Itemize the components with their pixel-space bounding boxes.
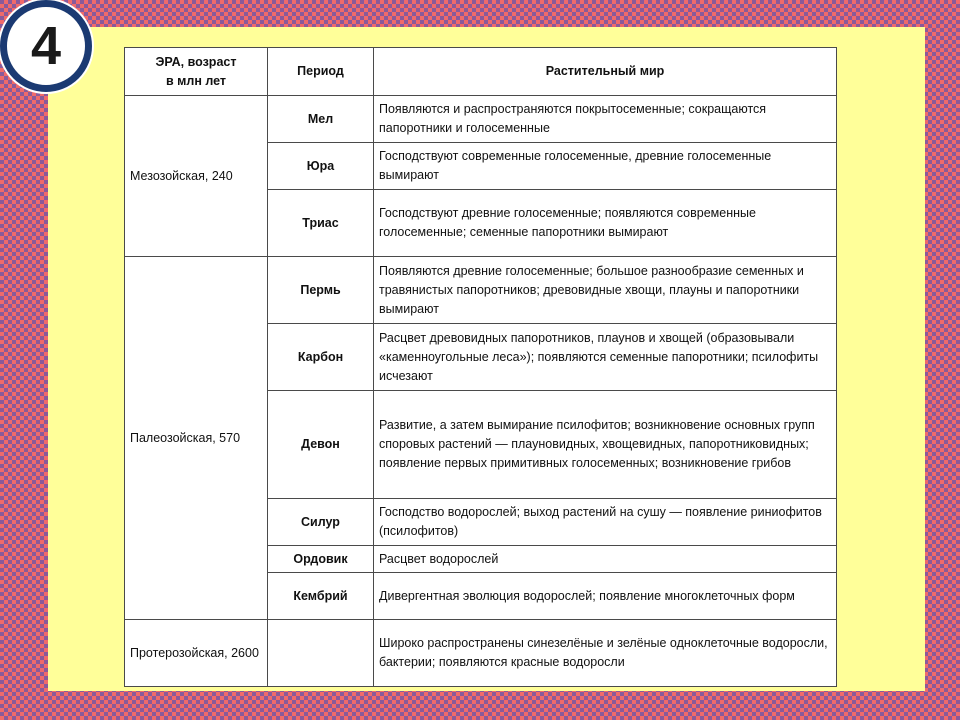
- era-header-line2: в млн лет: [165, 73, 227, 88]
- era-paleozoic: Палеозойская, 570: [125, 257, 268, 620]
- period-cell: Пермь: [268, 257, 374, 324]
- period-cell: Ордовик: [268, 546, 374, 573]
- flora-cell: Дивергентная эволюция водорослей; появление многоклеточных форм: [374, 573, 837, 620]
- era-mesozoic: Мезозойская, 240: [125, 96, 268, 257]
- geologic-eras-table: [124, 47, 837, 687]
- period-cell: [268, 620, 374, 687]
- flora-cell: Развитие, а затем вымирание псилофитов; возникновение основных групп споровых растений — плауновидных, хвощевидных, папоротниковидных; появление первых примитивных голосеменных; возникновение грибов: [374, 391, 837, 499]
- period-cell: Мел: [268, 96, 374, 143]
- flora-cell: Расцвет древовидных папоротников, плаунов и хвощей (образовывали «каменноугольные леса»); появляются семенные папоротники; псилофиты исчезают: [374, 324, 837, 391]
- period-cell: Девон: [268, 391, 374, 499]
- period-cell: Юра: [268, 143, 374, 190]
- slide-number-badge: 4: [0, 0, 92, 92]
- flora-cell: Расцвет водорослей: [374, 546, 837, 573]
- era-header-line1: ЭРА, возраст: [155, 54, 237, 69]
- flora-cell: Господство водорослей; выход растений на сушу — появление риниофитов (псилофитов): [374, 499, 837, 546]
- era-header: [125, 48, 268, 96]
- table-row: [125, 257, 837, 324]
- flora-cell: Широко распространены синезелёные и зелёные одноклеточные водоросли, бактерии; появляются красные водоросли: [374, 620, 837, 687]
- table-header-row: [125, 48, 837, 96]
- flora-cell: Господствуют древние голосеменные; появляются современные голосеменные; семенные папоротники вымирают: [374, 190, 837, 257]
- flora-cell: Появляются и распространяются покрытосеменные; сокращаются папоротники и голосеменные: [374, 96, 837, 143]
- table-row: [125, 620, 837, 687]
- period-cell: Триас: [268, 190, 374, 257]
- table-row: [125, 96, 837, 143]
- period-header: Период: [268, 48, 374, 96]
- period-cell: Силур: [268, 499, 374, 546]
- flora-cell: Господствуют современные голосеменные, древние голосеменные вымирают: [374, 143, 837, 190]
- era-proterozoic: Протерозойская, 2600: [125, 620, 268, 687]
- period-cell: Кембрий: [268, 573, 374, 620]
- flora-cell: Появляются древние голосеменные; большое разнообразие семенных и травянистых папоротников; древовидные хвощи, плауны и папоротники вымирают: [374, 257, 837, 324]
- period-cell: Карбон: [268, 324, 374, 391]
- flora-header: Растительный мир: [374, 48, 837, 96]
